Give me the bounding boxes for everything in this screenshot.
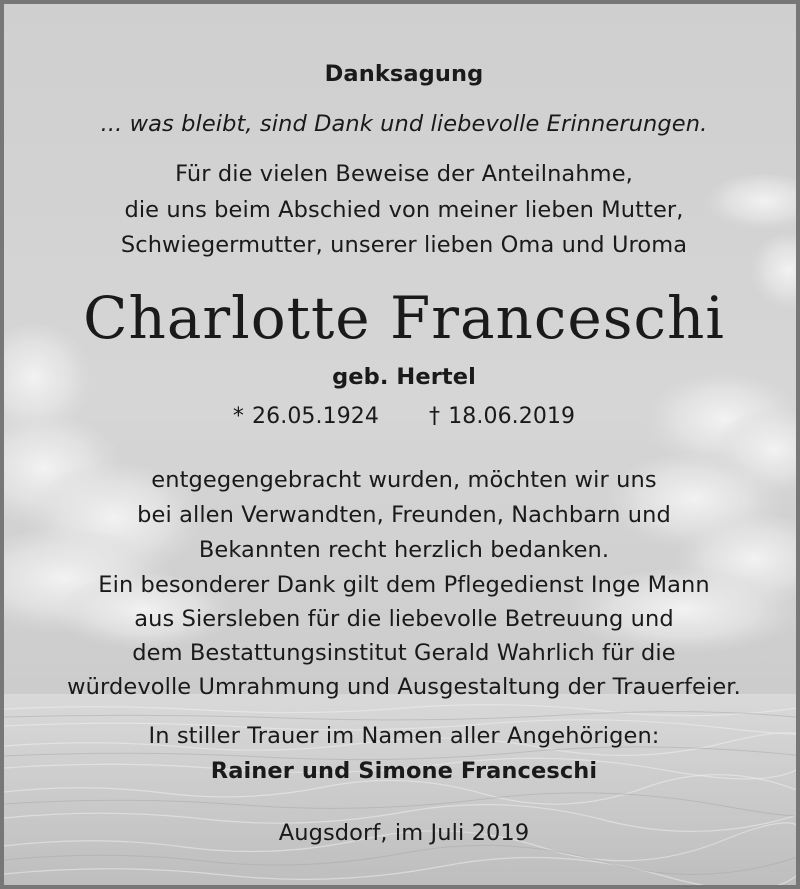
- maiden-name: geb. Hertel: [332, 364, 476, 390]
- body-line-5: aus Siersleben für die liebevolle Betreuung und: [134, 606, 674, 632]
- death-date: † 18.06.2019: [429, 404, 576, 429]
- body-line-6: dem Bestattungsinstitut Gerald Wahrlich für die: [132, 640, 676, 666]
- signatories: Rainer und Simone Franceschi: [210, 758, 598, 784]
- place-and-date: Augsdorf, im Juli 2019: [278, 820, 530, 846]
- quote: ... was bleibt, sind Dank und liebevolle Erinnerungen.: [100, 111, 708, 137]
- body-line-3: Bekannten recht herzlich bedanken.: [198, 537, 610, 563]
- body-line-1: entgegengebracht wurden, möchten wir uns: [151, 467, 657, 493]
- body-line-4: Ein besonderer Dank gilt dem Pflegedienst Inge Mann: [98, 572, 710, 598]
- body-line-2: bei allen Verwandten, Freunden, Nachbarn und: [137, 502, 671, 528]
- birth-date: * 26.05.1924: [232, 404, 379, 429]
- intro-line-3: Schwiegermutter, unserer lieben Oma und Uroma: [120, 232, 688, 258]
- deceased-name: Charlotte Franceschi: [83, 284, 725, 352]
- heading: Danksagung: [324, 61, 484, 87]
- mourning-line: In stiller Trauer im Namen aller Angehörigen:: [148, 723, 660, 749]
- life-dates: [4, 401, 800, 433]
- body-line-7: würdevolle Umrahmung und Ausgestaltung der Trauerfeier.: [67, 674, 741, 700]
- notice-content: [4, 4, 800, 889]
- intro-line-2: die uns beim Abschied von meiner lieben Mutter,: [124, 197, 684, 223]
- intro-line-1: Für die vielen Beweise der Anteilnahme,: [175, 161, 633, 187]
